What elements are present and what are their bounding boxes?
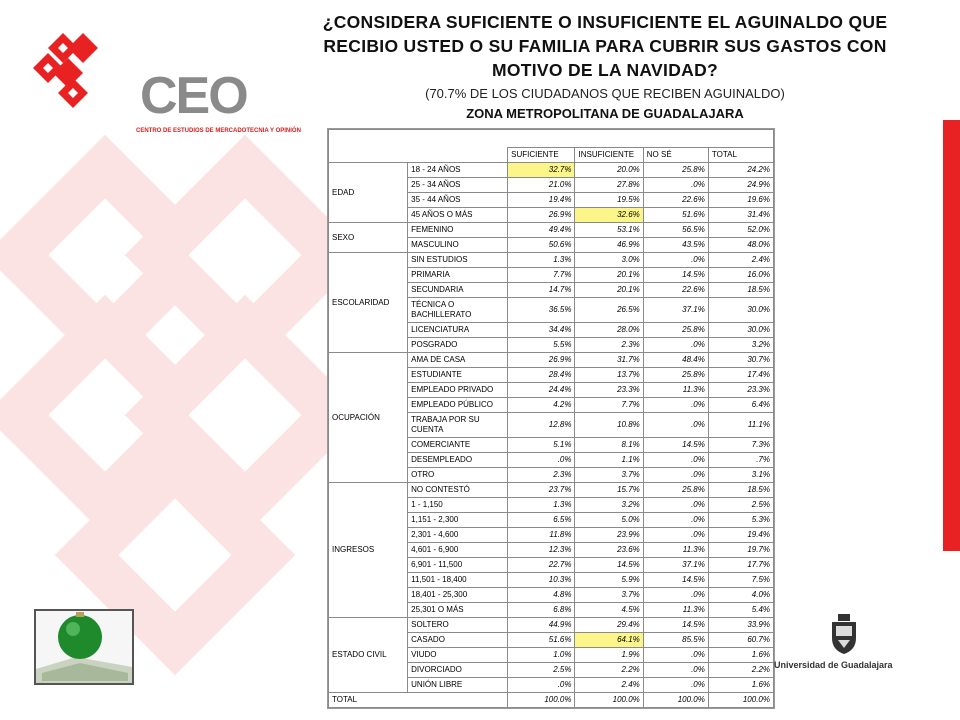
value-cell: 48.4% (643, 353, 708, 368)
category-label: ESCOLARIDAD (329, 253, 408, 353)
value-cell: 33.9% (708, 618, 773, 633)
value-cell: .0% (643, 178, 708, 193)
row-label: EMPLEADO PRIVADO (408, 383, 508, 398)
value-cell: 5.4% (708, 603, 773, 618)
value-cell: 1.1% (575, 453, 643, 468)
row-label: FEMENINO (408, 223, 508, 238)
value-cell: 5.9% (575, 573, 643, 588)
value-cell: 31.4% (708, 208, 773, 223)
value-cell: .0% (643, 678, 708, 693)
row-label: OTRO (408, 468, 508, 483)
value-cell: 3.7% (575, 588, 643, 603)
row-label: DESEMPLEADO (408, 453, 508, 468)
value-cell: 3.1% (708, 468, 773, 483)
value-cell: .0% (643, 338, 708, 353)
value-cell: .0% (643, 513, 708, 528)
value-cell: 34.4% (508, 323, 575, 338)
udg-crest-icon (824, 612, 864, 656)
value-cell: 23.3% (575, 383, 643, 398)
row-label: 25,301 O MÁS (408, 603, 508, 618)
row-label: 18 - 24 AÑOS (408, 163, 508, 178)
row-label: 35 - 44 AÑOS (408, 193, 508, 208)
row-label: DIVORCIADO (408, 663, 508, 678)
value-cell: 6.4% (708, 398, 773, 413)
row-label: SOLTERO (408, 618, 508, 633)
value-cell: 5.1% (508, 438, 575, 453)
results-table (328, 129, 774, 708)
category-label: INGRESOS (329, 483, 408, 618)
value-cell: 13.7% (575, 368, 643, 383)
value-cell: .0% (643, 528, 708, 543)
value-cell: .0% (643, 498, 708, 513)
row-label: NO CONTESTÓ (408, 483, 508, 498)
value-cell: 31.7% (575, 353, 643, 368)
row-label: VIUDO (408, 648, 508, 663)
value-cell: 3.2% (575, 498, 643, 513)
header-spacer-row (329, 130, 774, 148)
row-label: CASADO (408, 633, 508, 648)
value-cell: 26.9% (508, 208, 575, 223)
category-label: EDAD (329, 163, 408, 223)
value-cell: 3.7% (575, 468, 643, 483)
value-cell: 19.5% (575, 193, 643, 208)
value-cell: 2.4% (575, 678, 643, 693)
value-cell: 27.8% (575, 178, 643, 193)
value-cell: 12.3% (508, 543, 575, 558)
row-label: 4,601 - 6,900 (408, 543, 508, 558)
value-cell: 32.7% (508, 163, 575, 178)
value-cell: 6.5% (508, 513, 575, 528)
value-cell: .0% (643, 468, 708, 483)
value-cell: 26.5% (575, 298, 643, 323)
value-cell: 85.5% (643, 633, 708, 648)
table-row (329, 618, 774, 633)
value-cell: 7.7% (575, 398, 643, 413)
value-cell: .0% (643, 413, 708, 438)
value-cell: 24.4% (508, 383, 575, 398)
row-label: 25 - 34 AÑOS (408, 178, 508, 193)
value-cell: 51.6% (643, 208, 708, 223)
row-label: LICENCIATURA (408, 323, 508, 338)
row-label: SECUNDARIA (408, 283, 508, 298)
value-cell: 1.0% (508, 648, 575, 663)
header-spacer-cell (329, 130, 774, 148)
value-cell: .0% (643, 398, 708, 413)
value-cell: 11.3% (643, 543, 708, 558)
category-label: SEXO (329, 223, 408, 253)
university-name: Universidad de Guadalajara (774, 660, 893, 670)
value-cell: 2.3% (575, 338, 643, 353)
ceo-logo (28, 28, 301, 134)
value-cell: 5.3% (708, 513, 773, 528)
header-row (329, 148, 774, 163)
value-cell: 30.0% (708, 323, 773, 338)
row-label: ESTUDIANTE (408, 368, 508, 383)
row-label: TÉCNICA O BACHILLERATO (408, 298, 508, 323)
page-title: ¿CONSIDERA SUFICIENTE O INSUFICIENTE EL AGUINALDO QUE RECIBIO USTED O SU FAMILIA PARA CUBRIR SUS GASTOS CON MOTIVO DE LA NAVIDAD? (322, 12, 888, 80)
table-row (329, 163, 774, 178)
accent-bar (943, 120, 960, 551)
category-label: ESTADO CIVIL (329, 618, 408, 693)
value-cell: 18.5% (708, 483, 773, 498)
value-cell: 2.5% (508, 663, 575, 678)
column-header: TOTAL (708, 148, 773, 163)
row-label: 1,151 - 2,300 (408, 513, 508, 528)
value-cell: 23.6% (575, 543, 643, 558)
value-cell: 1.9% (575, 648, 643, 663)
total-value-cell: 100.0% (708, 693, 773, 708)
value-cell: 14.5% (643, 618, 708, 633)
university-logo (774, 612, 934, 672)
row-label: 18,401 - 25,300 (408, 588, 508, 603)
value-cell: 37.1% (643, 558, 708, 573)
value-cell: 56.5% (643, 223, 708, 238)
value-cell: 19.4% (508, 193, 575, 208)
value-cell: 25.8% (643, 368, 708, 383)
value-cell: 10.8% (575, 413, 643, 438)
value-cell: 23.3% (708, 383, 773, 398)
value-cell: 2.2% (575, 663, 643, 678)
column-header: INSUFICIENTE (575, 148, 643, 163)
total-value-cell: 100.0% (643, 693, 708, 708)
total-value-cell: 100.0% (575, 693, 643, 708)
row-label: COMERCIANTE (408, 438, 508, 453)
value-cell: .0% (643, 663, 708, 678)
value-cell: 15.7% (575, 483, 643, 498)
value-cell: 28.4% (508, 368, 575, 383)
value-cell: 16.0% (708, 268, 773, 283)
value-cell: 23.9% (575, 528, 643, 543)
value-cell: 49.4% (508, 223, 575, 238)
logo-name: CEO (140, 67, 247, 125)
value-cell: 8.1% (575, 438, 643, 453)
value-cell: 6.8% (508, 603, 575, 618)
value-cell: 30.7% (708, 353, 773, 368)
value-cell: 36.5% (508, 298, 575, 323)
value-cell: 2.2% (708, 663, 773, 678)
table-row (329, 253, 774, 268)
row-label: PRIMARIA (408, 268, 508, 283)
value-cell: 1.3% (508, 498, 575, 513)
value-cell: 5.0% (575, 513, 643, 528)
row-label: MASCULINO (408, 238, 508, 253)
value-cell: 28.0% (575, 323, 643, 338)
value-cell: 14.5% (575, 558, 643, 573)
total-row (329, 693, 774, 708)
value-cell: 3.0% (575, 253, 643, 268)
table-row (329, 483, 774, 498)
value-cell: 4.8% (508, 588, 575, 603)
value-cell: 53.1% (575, 223, 643, 238)
value-cell: 23.7% (508, 483, 575, 498)
value-cell: 5.5% (508, 338, 575, 353)
value-cell: 17.7% (708, 558, 773, 573)
column-header: NO SÉ (643, 148, 708, 163)
value-cell: 4.5% (575, 603, 643, 618)
value-cell: 26.9% (508, 353, 575, 368)
row-label: 2,301 - 4,600 (408, 528, 508, 543)
value-cell: 29.4% (575, 618, 643, 633)
header-blank-cell (329, 148, 508, 163)
value-cell: 37.1% (643, 298, 708, 323)
value-cell: 48.0% (708, 238, 773, 253)
ceo-diamond-icon (28, 28, 128, 118)
value-cell: 22.6% (643, 193, 708, 208)
row-label: 6,901 - 11,500 (408, 558, 508, 573)
value-cell: 3.2% (708, 338, 773, 353)
value-cell: .0% (643, 648, 708, 663)
value-cell: .0% (508, 678, 575, 693)
table-row (329, 353, 774, 368)
results-table-container (327, 128, 775, 709)
value-cell: 24.2% (708, 163, 773, 178)
row-label: 11,501 - 18,400 (408, 573, 508, 588)
ornament-icon (36, 611, 132, 683)
value-cell: 2.4% (708, 253, 773, 268)
value-cell: 7.7% (508, 268, 575, 283)
value-cell: 22.7% (508, 558, 575, 573)
value-cell: 60.7% (708, 633, 773, 648)
value-cell: 14.7% (508, 283, 575, 298)
value-cell: .0% (643, 453, 708, 468)
row-label: POSGRADO (408, 338, 508, 353)
value-cell: 11.8% (508, 528, 575, 543)
value-cell: .7% (708, 453, 773, 468)
value-cell: 30.0% (708, 298, 773, 323)
category-label: OCUPACIÓN (329, 353, 408, 483)
value-cell: 14.5% (643, 268, 708, 283)
christmas-ornament-image (34, 609, 134, 685)
value-cell: 20.1% (575, 268, 643, 283)
value-cell: 24.9% (708, 178, 773, 193)
value-cell: 17.4% (708, 368, 773, 383)
value-cell: 11.1% (708, 413, 773, 438)
value-cell: 25.8% (643, 163, 708, 178)
row-label: EMPLEADO PÚBLICO (408, 398, 508, 413)
column-header: SUFICIENTE (508, 148, 575, 163)
value-cell: 2.5% (708, 498, 773, 513)
value-cell: 43.5% (643, 238, 708, 253)
value-cell: 1.6% (708, 678, 773, 693)
value-cell: 11.3% (643, 603, 708, 618)
value-cell: 20.1% (575, 283, 643, 298)
row-label: UNIÓN LIBRE (408, 678, 508, 693)
value-cell: 11.3% (643, 383, 708, 398)
value-cell: 51.6% (508, 633, 575, 648)
total-label: TOTAL (329, 693, 508, 708)
value-cell: 7.3% (708, 438, 773, 453)
value-cell: 25.8% (643, 483, 708, 498)
value-cell: 44.9% (508, 618, 575, 633)
zone-label: ZONA METROPOLITANA DE GUADALAJARA (466, 106, 744, 121)
value-cell: 10.3% (508, 573, 575, 588)
value-cell: 19.4% (708, 528, 773, 543)
value-cell: 14.5% (643, 438, 708, 453)
row-label: SIN ESTUDIOS (408, 253, 508, 268)
value-cell: .0% (508, 453, 575, 468)
value-cell: .0% (643, 588, 708, 603)
value-cell: 18.5% (708, 283, 773, 298)
value-cell: 32.6% (575, 208, 643, 223)
value-cell: 1.3% (508, 253, 575, 268)
value-cell: 12.8% (508, 413, 575, 438)
value-cell: 14.5% (643, 573, 708, 588)
value-cell: 46.9% (575, 238, 643, 253)
value-cell: 52.0% (708, 223, 773, 238)
row-label: 1 - 1,150 (408, 498, 508, 513)
total-value-cell: 100.0% (508, 693, 575, 708)
row-label: 45 AÑOS O MÁS (408, 208, 508, 223)
row-label: AMA DE CASA (408, 353, 508, 368)
value-cell: 4.2% (508, 398, 575, 413)
value-cell: 22.6% (643, 283, 708, 298)
value-cell: 4.0% (708, 588, 773, 603)
value-cell: .0% (643, 253, 708, 268)
value-cell: 19.6% (708, 193, 773, 208)
value-cell: 20.0% (575, 163, 643, 178)
value-cell: 50.6% (508, 238, 575, 253)
row-label: TRABAJA POR SU CUENTA (408, 413, 508, 438)
value-cell: 19.7% (708, 543, 773, 558)
value-cell: 64.1% (575, 633, 643, 648)
table-row (329, 223, 774, 238)
value-cell: 25.8% (643, 323, 708, 338)
value-cell: 7.5% (708, 573, 773, 588)
value-cell: 2.3% (508, 468, 575, 483)
logo-subtitle: CENTRO DE ESTUDIOS DE MERCADOTECNIA Y OPINIÓN (136, 128, 301, 134)
page-subtitle: (70.7% DE LOS CIUDADANOS QUE RECIBEN AGUINALDO) (425, 86, 785, 101)
value-cell: 21.0% (508, 178, 575, 193)
value-cell: 1.6% (708, 648, 773, 663)
